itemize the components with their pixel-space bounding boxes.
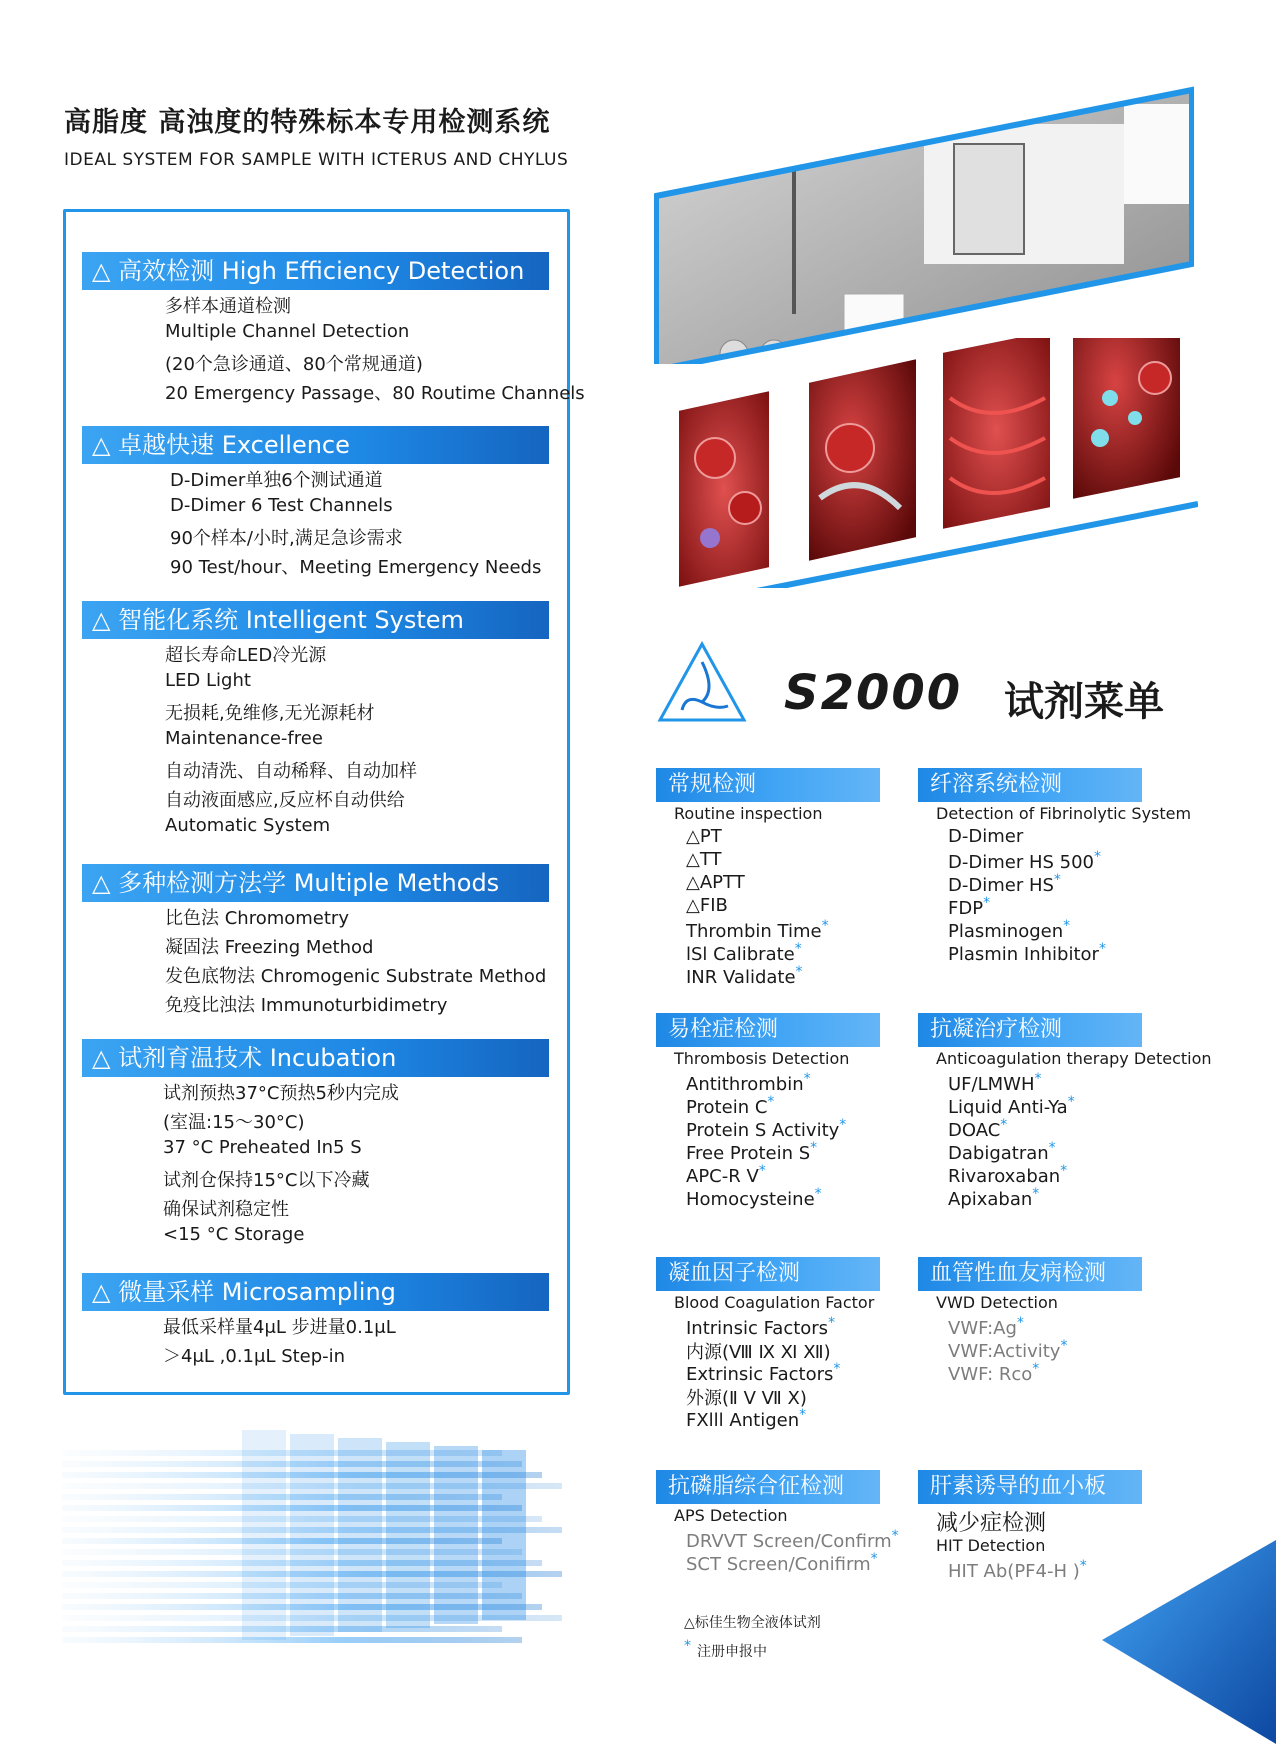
reagent-name: Antithrombin — [686, 1074, 804, 1095]
category-heading: 纤溶系统检测 — [918, 768, 1142, 802]
pending-star-icon: * — [1079, 1558, 1087, 1574]
feature-line: D-Dimer单独6个测试通道 — [170, 470, 383, 491]
reagent-name: Free Protein S — [686, 1143, 811, 1164]
reagent-item — [686, 849, 722, 870]
reagent-item — [686, 918, 829, 942]
category-subtitle: Routine inspection — [674, 804, 823, 823]
pending-star-icon: * — [794, 941, 802, 957]
category-subtitle: Detection of Fibrinolytic System — [936, 804, 1192, 823]
reagent-item — [686, 1163, 766, 1187]
pending-star-icon: * — [891, 1528, 899, 1544]
pending-star-icon: * — [1048, 1140, 1056, 1156]
reagent-name: INR Validate — [686, 967, 796, 988]
feature-line: 最低采样量4μL 步进量0.1μL — [163, 1317, 396, 1338]
feature-heading: △ 高效检测 High Efficiency Detection — [82, 252, 549, 290]
stripe — [62, 1637, 522, 1643]
reagent-item — [948, 1117, 1007, 1141]
reagent-name: D-Dimer HS 500 — [948, 852, 1094, 873]
reagent-item — [948, 1186, 1039, 1210]
pending-star-icon: * — [1094, 849, 1101, 865]
category-subtitle: Thrombosis Detection — [674, 1049, 850, 1068]
reagent-item — [948, 1094, 1075, 1118]
feature-line: 发色底物法 Chromogenic Substrate Method — [165, 966, 547, 987]
reagent-name: Dabigatran — [948, 1143, 1049, 1164]
feature-line: 免疫比浊法 Immunoturbidimetry — [165, 995, 448, 1016]
reagent-name: D-Dimer HS — [948, 875, 1054, 896]
pending-star-icon: * — [684, 1638, 691, 1654]
footnote-text: 注册申报中 — [697, 1643, 767, 1660]
feature-line: D-Dimer 6 Test Channels — [170, 495, 393, 516]
product-model: S2000 — [784, 665, 963, 721]
category-subtitle: HIT Detection — [936, 1536, 1046, 1555]
reagent-name: DOAC — [948, 1120, 1001, 1141]
feature-line: 自动清洗、自动稀释、自动加样 — [165, 761, 417, 782]
category-subtitle: Anticoagulation therapy Detection — [936, 1049, 1212, 1068]
feature-heading: △ 试剂育温技术 Incubation — [82, 1039, 549, 1077]
category-subtitle: Blood Coagulation Factor — [674, 1293, 875, 1312]
feature-line: ＞4μL ,0.1μL Step-in — [163, 1346, 346, 1367]
reagent-name: VWF:Activity — [948, 1341, 1061, 1362]
page-title: 高脂度 高浊度的特殊标本专用检测系统 — [64, 107, 551, 138]
pending-star-icon: * — [758, 1163, 766, 1179]
reagent-name: △TT — [686, 849, 722, 870]
reagent-item — [948, 1315, 1024, 1339]
feature-line: 37 °C Preheated In5 S — [163, 1137, 362, 1158]
pending-star-icon: * — [799, 1407, 807, 1423]
reagent-item — [686, 1094, 774, 1118]
reagent-item — [948, 1071, 1041, 1095]
reagent-item — [686, 1186, 822, 1210]
pending-star-icon: * — [1032, 1361, 1040, 1377]
feature-line: 90个样本/小时,满足急诊需求 — [170, 528, 403, 549]
stripe-block — [386, 1442, 430, 1628]
stripe-block — [482, 1450, 526, 1620]
stripe-block — [242, 1430, 286, 1640]
reagent-name: FDP — [948, 898, 984, 919]
reagent-name: Protein S Activity — [686, 1120, 840, 1141]
pending-star-icon: * — [810, 1140, 818, 1156]
reagent-name: Apixaban — [948, 1189, 1033, 1210]
category-subtitle: APS Detection — [674, 1506, 788, 1525]
feature-heading: △ 微量采样 Microsampling — [82, 1273, 549, 1311]
category-subtitle: VWD Detection — [936, 1293, 1058, 1312]
reagent-item — [686, 1140, 817, 1164]
feature-line: Automatic System — [165, 815, 331, 836]
reagent-name: Thrombin Time — [686, 921, 822, 942]
instrument-photo — [654, 84, 1194, 364]
category-heading: 抗磷脂综合征检测 — [656, 1470, 880, 1504]
page-subtitle: IDEAL SYSTEM FOR SAMPLE WITH ICTERUS AND CHYLUS — [64, 150, 569, 170]
reagent-name: Plasmin Inhibitor — [948, 944, 1099, 965]
reagent-name: △FIB — [686, 895, 728, 916]
reagent-item — [686, 1551, 878, 1575]
reagent-name: VWF:Ag — [948, 1318, 1017, 1339]
feature-line: LED Light — [165, 670, 251, 691]
reagent-item — [948, 895, 990, 919]
reagent-name: APC-R V — [686, 1166, 759, 1187]
pending-star-icon: * — [839, 1117, 847, 1133]
reagent-name: UF/LMWH — [948, 1074, 1035, 1095]
pending-star-icon: * — [1067, 1094, 1075, 1110]
pending-star-icon: * — [795, 964, 803, 980]
reagent-item — [948, 1361, 1039, 1385]
feature-line: (室温:15～30°C) — [163, 1112, 305, 1133]
reagent-item — [948, 1338, 1067, 1362]
reagent-name: Plasminogen — [948, 921, 1064, 942]
feature-line: Multiple Channel Detection — [165, 321, 410, 342]
reagent-item — [948, 826, 1023, 847]
pending-star-icon: * — [1060, 1163, 1068, 1179]
feature-line: 20 Emergency Passage、80 Routime Channels — [165, 383, 585, 404]
reagent-item — [686, 826, 722, 847]
category-heading: 抗凝治疗检测 — [918, 1013, 1142, 1047]
reagent-name: FXlll Antigen — [686, 1410, 800, 1431]
feature-line: 超长寿命LED冷光源 — [165, 645, 327, 666]
blood-images — [660, 338, 1198, 588]
footnote-pending — [684, 1638, 767, 1661]
feature-line: 自动液面感应,反应杯自动供给 — [165, 790, 405, 811]
feature-line: (20个急诊通道、80个常规通道) — [165, 354, 423, 375]
category-heading: 常规检测 — [656, 768, 880, 802]
reagent-item — [686, 1071, 811, 1095]
feature-line: 试剂预热37°C预热5秒内完成 — [163, 1083, 399, 1104]
reagent-item — [948, 872, 1061, 896]
stripe-block — [434, 1446, 478, 1624]
reagent-item — [686, 1315, 835, 1339]
decorative-triangle — [1102, 1540, 1276, 1744]
reagent-item — [686, 895, 728, 916]
feature-line: 无损耗,免维修,无光源耗材 — [165, 703, 375, 724]
feature-line: <15 °C Storage — [163, 1224, 305, 1245]
brand-logo-icon — [656, 640, 748, 724]
pending-star-icon: * — [1060, 1338, 1068, 1354]
reagent-name: Liquid Anti-Ya — [948, 1097, 1068, 1118]
feature-heading: △ 卓越快速 Excellence — [82, 426, 549, 464]
reagent-name: △APTT — [686, 872, 745, 893]
category-heading: 肝素诱导的血小板 — [918, 1470, 1142, 1504]
pending-star-icon: * — [1034, 1071, 1042, 1087]
reagent-item — [948, 941, 1106, 965]
pending-star-icon: * — [767, 1094, 775, 1110]
reagent-name: Intrinsic Factors — [686, 1318, 829, 1339]
pending-star-icon: * — [821, 918, 829, 934]
reagent-name: Homocysteine — [686, 1189, 815, 1210]
reagent-name: HIT Ab(PF4-H ) — [948, 1561, 1080, 1582]
feature-line: 确保试剂稳定性 — [163, 1199, 289, 1220]
pending-star-icon: * — [833, 1361, 841, 1377]
reagent-name: Rivaroxaban — [948, 1166, 1061, 1187]
reagent-item — [948, 849, 1101, 873]
reagent-item — [686, 1361, 840, 1385]
feature-line: 凝固法 Freezing Method — [165, 937, 374, 958]
feature-line: Maintenance-free — [165, 728, 323, 749]
pending-star-icon: * — [1016, 1315, 1024, 1331]
reagent-item — [948, 1558, 1087, 1582]
decorative-stripes — [62, 1430, 582, 1660]
reagent-item — [686, 1407, 806, 1431]
stripe-block — [338, 1438, 382, 1632]
pending-star-icon: * — [983, 895, 991, 911]
pending-star-icon: * — [1098, 941, 1106, 957]
reagent-name: VWF: Rco — [948, 1364, 1033, 1385]
feature-heading: △ 智能化系统 Intelligent System — [82, 601, 549, 639]
pending-star-icon: * — [803, 1071, 811, 1087]
reagent-item — [948, 1163, 1067, 1187]
feature-heading: △ 多种检测方法学 Multiple Methods — [82, 864, 549, 902]
category-heading: 易栓症检测 — [656, 1013, 880, 1047]
pending-star-icon: * — [814, 1186, 822, 1202]
category-heading: 凝血因子检测 — [656, 1257, 880, 1291]
reagent-item — [948, 918, 1070, 942]
reagent-item — [686, 872, 745, 893]
reagent-name: Extrinsic Factors — [686, 1364, 834, 1385]
category-heading: 血管性血友病检测 — [918, 1257, 1142, 1291]
reagent-name: 外源(Ⅱ Ⅴ Ⅶ Ⅹ) — [686, 1388, 807, 1409]
pending-star-icon: * — [1032, 1186, 1040, 1202]
stripe-block — [290, 1434, 334, 1636]
reagent-name: D-Dimer — [948, 826, 1024, 847]
category-heading-continued: 减少症检测 — [936, 1511, 1047, 1536]
reagent-name: DRVVT Screen/Confirm — [686, 1531, 892, 1552]
pending-star-icon: * — [1053, 872, 1061, 888]
reagent-name: lSl Calibrate — [686, 944, 795, 965]
pending-star-icon: * — [1000, 1117, 1008, 1133]
reagent-item — [948, 1140, 1056, 1164]
reagent-item — [686, 1528, 899, 1552]
feature-line: 90 Test/hour、Meeting Emergency Needs — [170, 557, 542, 578]
reagent-name: 内源(Ⅷ Ⅸ Ⅺ Ⅻ) — [686, 1342, 831, 1363]
reagent-item — [686, 964, 803, 988]
feature-line: 试剂仓保持15°C以下冷藏 — [163, 1170, 370, 1191]
feature-line: 多样本通道检测 — [165, 296, 291, 317]
reagent-item — [686, 941, 802, 965]
footnote-full-liquid: △标佳生物全液体试剂 — [684, 1615, 821, 1631]
pending-star-icon: * — [1063, 918, 1071, 934]
pending-star-icon: * — [828, 1315, 836, 1331]
reagent-item — [686, 1117, 846, 1141]
reagent-name: Protein C — [686, 1097, 768, 1118]
pending-star-icon: * — [870, 1551, 878, 1567]
feature-line: 比色法 Chromometry — [165, 908, 349, 929]
reagent-name: SCT Screen/Conifirm — [686, 1554, 871, 1575]
menu-title: 试剂菜单 — [1004, 679, 1164, 725]
reagent-name: △PT — [686, 826, 722, 847]
